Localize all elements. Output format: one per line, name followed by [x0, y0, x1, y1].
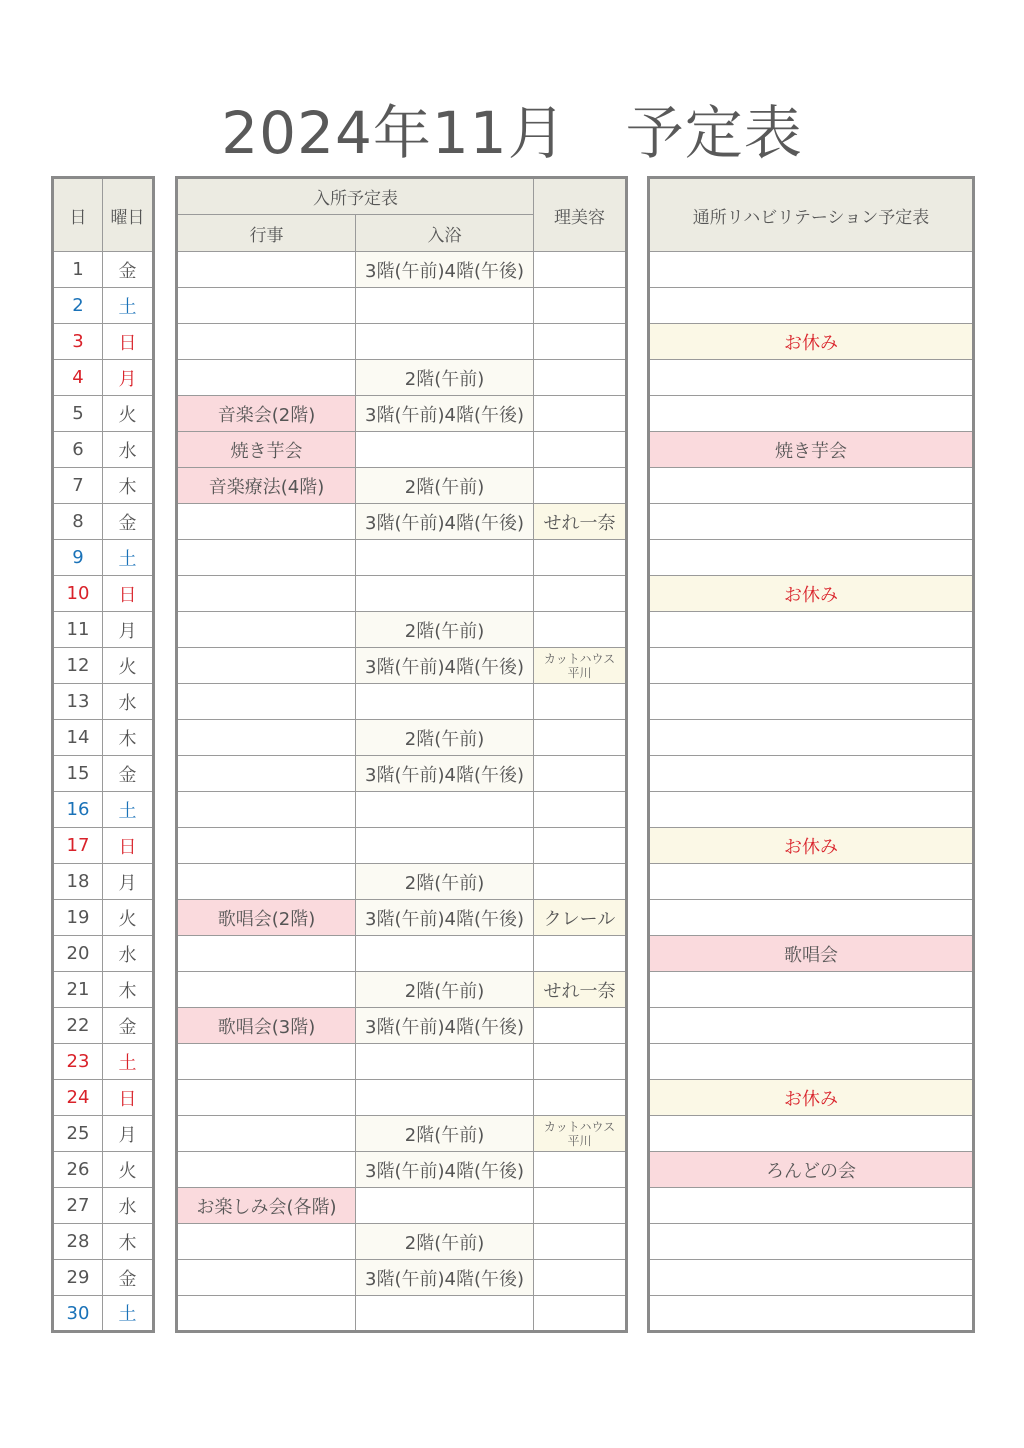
rehab-cell: [649, 1224, 974, 1260]
resident-row: [177, 468, 627, 504]
day-row: [53, 432, 154, 468]
rehab-row: [649, 1224, 974, 1260]
header-salon: 理美容: [534, 178, 627, 252]
weekday: 金: [103, 1260, 154, 1296]
day-number: 20: [53, 936, 103, 972]
weekday: 木: [103, 720, 154, 756]
salon-cell: [534, 432, 627, 468]
day-number: 8: [53, 504, 103, 540]
weekday: 土: [103, 1296, 154, 1332]
event-cell: [177, 972, 356, 1008]
day-number: 29: [53, 1260, 103, 1296]
day-number: 6: [53, 432, 103, 468]
event-cell: [177, 1152, 356, 1188]
bath-cell: [356, 1296, 534, 1332]
day-number: 4: [53, 360, 103, 396]
resident-row: [177, 576, 627, 612]
resident-row: [177, 900, 627, 936]
salon-cell: [534, 1044, 627, 1080]
event-cell: [177, 792, 356, 828]
rehab-row: [649, 612, 974, 648]
day-row: [53, 1116, 154, 1152]
rehab-row: [649, 648, 974, 684]
rehab-row: [649, 504, 974, 540]
rehab-row: [649, 684, 974, 720]
event-cell: 歌唱会(2階): [177, 900, 356, 936]
event-cell: [177, 504, 356, 540]
day-row: [53, 1188, 154, 1224]
event-cell: [177, 648, 356, 684]
salon-cell: [534, 792, 627, 828]
salon-cell: [534, 360, 627, 396]
event-cell: [177, 1080, 356, 1116]
resident-row: [177, 432, 627, 468]
day-number: 17: [53, 828, 103, 864]
event-cell: 歌唱会(3階): [177, 1008, 356, 1044]
bath-cell: 2階(午前): [356, 720, 534, 756]
rehab-cell: [649, 648, 974, 684]
weekday: 日: [103, 828, 154, 864]
bath-cell: [356, 540, 534, 576]
bath-cell: [356, 792, 534, 828]
day-row: [53, 1080, 154, 1116]
day-number: 2: [53, 288, 103, 324]
header-day: 日: [53, 178, 103, 252]
day-number: 21: [53, 972, 103, 1008]
weekday: 水: [103, 432, 154, 468]
rehab-cell: [649, 252, 974, 288]
day-number: 23: [53, 1044, 103, 1080]
header-weekday: 曜日: [103, 178, 154, 252]
resident-row: [177, 360, 627, 396]
resident-row: [177, 828, 627, 864]
bath-cell: 3階(午前)4階(午後): [356, 900, 534, 936]
salon-cell: [534, 252, 627, 288]
rehab-row: [649, 540, 974, 576]
rehab-row: [649, 360, 974, 396]
header-resident: 入所予定表: [177, 178, 534, 215]
event-cell: [177, 576, 356, 612]
day-number: 11: [53, 612, 103, 648]
resident-row: [177, 1260, 627, 1296]
day-number: 13: [53, 684, 103, 720]
day-number: 9: [53, 540, 103, 576]
day-number: 14: [53, 720, 103, 756]
bath-cell: [356, 1044, 534, 1080]
resident-row: [177, 648, 627, 684]
day-row: [53, 972, 154, 1008]
day-row: [53, 936, 154, 972]
bath-cell: 2階(午前): [356, 1224, 534, 1260]
day-row: [53, 576, 154, 612]
event-cell: [177, 288, 356, 324]
salon-cell: [534, 324, 627, 360]
bath-cell: [356, 1188, 534, 1224]
salon-cell: カットハウス 平川: [534, 648, 627, 684]
rehab-row: [649, 936, 974, 972]
bath-cell: 3階(午前)4階(午後): [356, 1152, 534, 1188]
day-row: [53, 756, 154, 792]
rehab-cell: お休み: [649, 576, 974, 612]
day-row: [53, 324, 154, 360]
day-number: 30: [53, 1296, 103, 1332]
event-cell: [177, 252, 356, 288]
rehab-cell: ろんどの会: [649, 1152, 974, 1188]
rehab-row: [649, 1008, 974, 1044]
event-cell: [177, 1116, 356, 1152]
salon-cell: [534, 828, 627, 864]
resident-schedule-table: [175, 176, 628, 1333]
weekday: 水: [103, 684, 154, 720]
weekday: 木: [103, 972, 154, 1008]
weekday: 日: [103, 1080, 154, 1116]
rehab-cell: [649, 468, 974, 504]
bath-cell: [356, 324, 534, 360]
day-row: [53, 864, 154, 900]
rehab-cell: [649, 720, 974, 756]
salon-cell: [534, 1008, 627, 1044]
day-number: 5: [53, 396, 103, 432]
weekday: 金: [103, 756, 154, 792]
bath-cell: 3階(午前)4階(午後): [356, 648, 534, 684]
bath-cell: 3階(午前)4階(午後): [356, 396, 534, 432]
rehab-row: [649, 324, 974, 360]
event-cell: [177, 1044, 356, 1080]
rehab-row: [649, 576, 974, 612]
day-number: 10: [53, 576, 103, 612]
day-row: [53, 684, 154, 720]
bath-cell: [356, 432, 534, 468]
day-number: 27: [53, 1188, 103, 1224]
rehab-row: [649, 864, 974, 900]
day-number: 3: [53, 324, 103, 360]
event-cell: [177, 612, 356, 648]
weekday: 月: [103, 612, 154, 648]
bath-cell: [356, 936, 534, 972]
day-number: 24: [53, 1080, 103, 1116]
rehab-cell: [649, 756, 974, 792]
rehab-cell: [649, 504, 974, 540]
rehab-row: [649, 720, 974, 756]
weekday: 月: [103, 1116, 154, 1152]
rehab-row: [649, 792, 974, 828]
salon-cell: [534, 576, 627, 612]
rehab-row: [649, 828, 974, 864]
day-number: 7: [53, 468, 103, 504]
weekday: 日: [103, 576, 154, 612]
page-title: 2024年11月 予定表: [221, 99, 803, 167]
day-row: [53, 252, 154, 288]
event-cell: 音楽会(2階): [177, 396, 356, 432]
salon-cell: [534, 1260, 627, 1296]
day-row: [53, 1152, 154, 1188]
event-cell: [177, 864, 356, 900]
resident-row: [177, 864, 627, 900]
bath-cell: 3階(午前)4階(午後): [356, 756, 534, 792]
day-number: 22: [53, 1008, 103, 1044]
salon-cell: [534, 1080, 627, 1116]
bath-cell: 2階(午前): [356, 864, 534, 900]
day-row: [53, 1008, 154, 1044]
rehab-row: [649, 396, 974, 432]
rehab-cell: [649, 1296, 974, 1332]
weekday: 水: [103, 1188, 154, 1224]
event-cell: [177, 360, 356, 396]
day-number: 15: [53, 756, 103, 792]
bath-cell: 3階(午前)4階(午後): [356, 1008, 534, 1044]
resident-row: [177, 756, 627, 792]
weekday: 土: [103, 540, 154, 576]
resident-row: [177, 288, 627, 324]
resident-row: [177, 324, 627, 360]
weekday: 金: [103, 1008, 154, 1044]
day-row: [53, 1044, 154, 1080]
salon-cell: [534, 468, 627, 504]
day-number: 26: [53, 1152, 103, 1188]
weekday: 月: [103, 864, 154, 900]
rehab-row: [649, 1044, 974, 1080]
rehab-cell: 歌唱会: [649, 936, 974, 972]
rehab-cell: [649, 1188, 974, 1224]
rehab-cell: [649, 684, 974, 720]
rehab-row: [649, 1188, 974, 1224]
rehab-cell: 焼き芋会: [649, 432, 974, 468]
salon-cell: [534, 612, 627, 648]
rehab-row: [649, 756, 974, 792]
weekday: 月: [103, 360, 154, 396]
bath-cell: 2階(午前): [356, 468, 534, 504]
event-cell: 焼き芋会: [177, 432, 356, 468]
salon-cell: [534, 684, 627, 720]
event-cell: [177, 1296, 356, 1332]
salon-cell: せれ一奈: [534, 972, 627, 1008]
salon-cell: [534, 1224, 627, 1260]
day-row: [53, 360, 154, 396]
rehab-row: [649, 1260, 974, 1296]
event-cell: [177, 828, 356, 864]
weekday: 火: [103, 648, 154, 684]
rehab-cell: [649, 612, 974, 648]
rehab-schedule-table: [647, 176, 975, 1333]
day-row: [53, 648, 154, 684]
weekday: 金: [103, 504, 154, 540]
header-bath: 入浴: [356, 215, 534, 252]
bath-cell: 2階(午前): [356, 972, 534, 1008]
rehab-cell: [649, 396, 974, 432]
event-cell: お楽しみ会(各階): [177, 1188, 356, 1224]
rehab-cell: [649, 1116, 974, 1152]
rehab-row: [649, 432, 974, 468]
resident-row: [177, 540, 627, 576]
resident-row: [177, 792, 627, 828]
rehab-cell: [649, 864, 974, 900]
event-cell: 音楽療法(4階): [177, 468, 356, 504]
day-number: 19: [53, 900, 103, 936]
salon-cell: クレール: [534, 900, 627, 936]
resident-row: [177, 1008, 627, 1044]
day-row: [53, 612, 154, 648]
rehab-cell: [649, 1260, 974, 1296]
day-row: [53, 1260, 154, 1296]
salon-cell: [534, 288, 627, 324]
resident-row: [177, 396, 627, 432]
weekday: 火: [103, 396, 154, 432]
bath-cell: [356, 576, 534, 612]
salon-cell: [534, 396, 627, 432]
weekday: 日: [103, 324, 154, 360]
day-row: [53, 540, 154, 576]
rehab-row: [649, 468, 974, 504]
rehab-cell: [649, 900, 974, 936]
weekday: 金: [103, 252, 154, 288]
resident-row: [177, 1116, 627, 1152]
bath-cell: [356, 1080, 534, 1116]
salon-cell: [534, 1188, 627, 1224]
event-cell: [177, 540, 356, 576]
resident-row: [177, 1080, 627, 1116]
bath-cell: [356, 828, 534, 864]
salon-cell: [534, 864, 627, 900]
rehab-row: [649, 1080, 974, 1116]
bath-cell: 2階(午前): [356, 612, 534, 648]
rehab-cell: [649, 1008, 974, 1044]
event-cell: [177, 324, 356, 360]
day-number: 28: [53, 1224, 103, 1260]
day-row: [53, 288, 154, 324]
rehab-cell: [649, 360, 974, 396]
rehab-row: [649, 1296, 974, 1332]
salon-cell: [534, 1152, 627, 1188]
bath-cell: 2階(午前): [356, 360, 534, 396]
weekday: 木: [103, 1224, 154, 1260]
resident-row: [177, 1044, 627, 1080]
rehab-cell: お休み: [649, 324, 974, 360]
header-events: 行事: [177, 215, 356, 252]
day-number: 12: [53, 648, 103, 684]
event-cell: [177, 1224, 356, 1260]
resident-row: [177, 972, 627, 1008]
rehab-row: [649, 900, 974, 936]
day-number: 16: [53, 792, 103, 828]
event-cell: [177, 684, 356, 720]
salon-cell: せれ一奈: [534, 504, 627, 540]
header-rehab: 通所リハビリテーション予定表: [649, 178, 974, 252]
bath-cell: [356, 288, 534, 324]
salon-cell: [534, 540, 627, 576]
rehab-cell: [649, 288, 974, 324]
day-row: [53, 1224, 154, 1260]
event-cell: [177, 936, 356, 972]
event-cell: [177, 1260, 356, 1296]
rehab-cell: [649, 972, 974, 1008]
day-row: [53, 900, 154, 936]
weekday: 土: [103, 288, 154, 324]
bath-cell: 3階(午前)4階(午後): [356, 1260, 534, 1296]
day-row: [53, 504, 154, 540]
bath-cell: [356, 684, 534, 720]
resident-row: [177, 684, 627, 720]
day-row: [53, 792, 154, 828]
rehab-row: [649, 252, 974, 288]
rehab-row: [649, 972, 974, 1008]
event-cell: [177, 756, 356, 792]
resident-row: [177, 1188, 627, 1224]
rehab-row: [649, 1116, 974, 1152]
weekday: 土: [103, 1044, 154, 1080]
day-row: [53, 468, 154, 504]
resident-row: [177, 1296, 627, 1332]
weekday: 木: [103, 468, 154, 504]
day-row: [53, 828, 154, 864]
weekday: 火: [103, 1152, 154, 1188]
rehab-row: [649, 288, 974, 324]
bath-cell: 2階(午前): [356, 1116, 534, 1152]
resident-row: [177, 936, 627, 972]
rehab-cell: [649, 1044, 974, 1080]
days-table: [51, 176, 155, 1333]
weekday: 火: [103, 900, 154, 936]
rehab-row: [649, 1152, 974, 1188]
weekday: 水: [103, 936, 154, 972]
day-number: 1: [53, 252, 103, 288]
salon-cell: [534, 720, 627, 756]
bath-cell: 3階(午前)4階(午後): [356, 504, 534, 540]
event-cell: [177, 720, 356, 756]
rehab-cell: お休み: [649, 828, 974, 864]
salon-cell: [534, 1296, 627, 1332]
rehab-cell: [649, 792, 974, 828]
day-number: 18: [53, 864, 103, 900]
day-row: [53, 1296, 154, 1332]
resident-row: [177, 252, 627, 288]
day-number: 25: [53, 1116, 103, 1152]
day-row: [53, 396, 154, 432]
resident-row: [177, 504, 627, 540]
resident-row: [177, 1152, 627, 1188]
salon-cell: [534, 936, 627, 972]
salon-cell: カットハウス 平川: [534, 1116, 627, 1152]
resident-row: [177, 1224, 627, 1260]
salon-cell: [534, 756, 627, 792]
weekday: 土: [103, 792, 154, 828]
rehab-cell: [649, 540, 974, 576]
resident-row: [177, 612, 627, 648]
day-row: [53, 720, 154, 756]
rehab-cell: お休み: [649, 1080, 974, 1116]
bath-cell: 3階(午前)4階(午後): [356, 252, 534, 288]
resident-row: [177, 720, 627, 756]
